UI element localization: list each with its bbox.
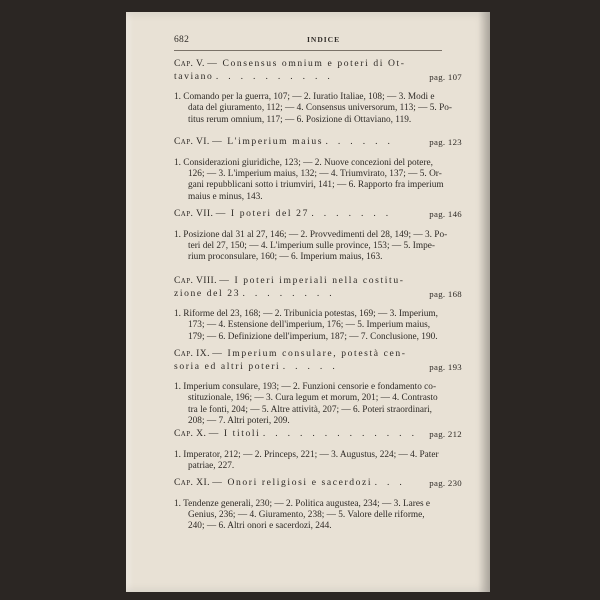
chapter-title: — I poteri del 27: [215, 208, 309, 219]
section-list: [174, 92, 462, 126]
header-title: INDICE: [307, 35, 341, 44]
section-line: data del giuramento, 112; — 4. Consensus universorum, 113; — 5. Po-: [188, 103, 452, 114]
section-line: 179; — 6. Definizione dell'imperium, 187; — 7. Conclusione, 190.: [188, 331, 438, 342]
section-line: 1. Tendenze generali, 230; — 2. Politica augustea, 234; — 3. Lares e: [174, 498, 431, 509]
page-number: 682: [174, 35, 190, 45]
chapter-page: pag. 212: [429, 429, 462, 439]
chapter-page: pag. 123: [429, 137, 462, 147]
section-list: [174, 309, 462, 343]
section-line: patriae, 227.: [188, 460, 235, 471]
chapter-number: Cap. IX.: [174, 348, 210, 359]
chapter-page: pag. 107: [429, 72, 462, 82]
leader-dots: . . . . . . . . . .: [215, 70, 334, 82]
chapter-title-cont: taviano: [174, 70, 214, 82]
chapter-number: Cap. X.: [174, 428, 207, 439]
section-line: 1. Imperium consulare, 193; — 2. Funzioni censorie e fondamento co-: [174, 382, 437, 392]
book-page: [126, 12, 490, 592]
section-line: 1. Posizione dal 31 al 27, 146; — 2. Provvedimenti del 28, 149; — 3. Po-: [174, 229, 448, 240]
leader-dots: . . . . . . . .: [242, 287, 336, 299]
chapter-page: pag. 230: [429, 478, 462, 488]
section-line: rium proconsulare, 160; — 6. Imperium maius, 163.: [188, 252, 383, 263]
chapter-entry: [174, 136, 462, 203]
header-rule: [174, 50, 442, 51]
section-line: 173; — 4. Estensione dell'imperium, 176; — 5. Imperium maius,: [188, 320, 431, 331]
section-line: stituzionale, 196; — 3. Cura legum et morum, 201; — 4. Contrasto: [188, 393, 438, 404]
section-line: titus rerum omnium, 117; — 6. Posizione di Ottaviano, 119.: [188, 114, 412, 125]
chapter-number: Cap. VII.: [174, 208, 214, 219]
chapter-entry: [174, 477, 462, 533]
chapter-entry: [174, 275, 462, 343]
running-header: [174, 35, 440, 49]
leader-dots: . . . . .: [282, 360, 339, 372]
chapter-title: — I poteri imperiali nella costitu-: [219, 275, 405, 286]
section-line: 240; — 6. Altri onori e sacerdozi, 244.: [188, 521, 332, 532]
section-line: teri del 27, 150; — 4. L'imperium sulle province, 153; — 5. Impe-: [188, 240, 435, 251]
chapter-number: Cap. VI.: [174, 136, 210, 147]
chapter-number: Cap. V.: [174, 58, 205, 69]
section-line: 1. Riforme del 23, 168; — 2. Tribunicia potestas, 169; — 3. Imperium,: [174, 309, 438, 319]
leader-dots: . . . . . . .: [311, 208, 392, 219]
chapter-entry: [174, 428, 462, 472]
section-line: tra le fonti, 204; — 5. Altre attività, 207; — 6. Poteri straordinari,: [188, 404, 432, 415]
chapter-number: Cap. VIII.: [174, 275, 217, 286]
section-line: gani repubblicani sotto i triumviri, 141; — 6. Rapporto fra imperium: [188, 180, 444, 191]
chapter-title-cont: zione del 23: [174, 287, 241, 299]
section-line: Genius, 236; — 4. Giuramento, 238; — 5. Valore delle riforme,: [188, 509, 425, 520]
chapter-title: — Onori religiosi e sacerdozi: [212, 477, 373, 488]
leader-dots: . . . . . . . . . . . . .: [262, 428, 418, 439]
chapter-title-cont: soria ed altri poteri: [174, 360, 281, 372]
section-line: 1. Comando per la guerra, 107; — 2. Iuratio Italiae, 108; — 3. Modi e: [174, 92, 435, 102]
chapter-page: pag. 168: [429, 289, 462, 299]
chapter-entry: [174, 208, 462, 264]
section-line: 208; — 7. Altri poteri, 209.: [188, 416, 290, 427]
section-list: [174, 158, 462, 204]
leader-dots: . . .: [374, 477, 406, 488]
chapter-page: pag. 193: [429, 362, 462, 372]
chapter-title: — Consensus omnium e poteri di Ot-: [207, 58, 406, 69]
section-line: 126; — 3. L'imperium maius, 132; — 4. Triumvirato, 137; — 5. Or-: [188, 168, 442, 179]
chapter-title: — Imperium consulare, potestà cen-: [212, 348, 407, 359]
section-line: 1. Considerazioni giuridiche, 123; — 2. Nuove concezioni del potere,: [174, 157, 433, 168]
section-list: [174, 450, 462, 473]
section-list: [174, 499, 462, 533]
chapter-number: Cap. XI.: [174, 477, 210, 488]
chapter-title: — I titoli: [208, 428, 261, 439]
section-line: maius e minus, 143.: [188, 191, 263, 202]
section-list: [174, 230, 462, 264]
chapter-page: pag. 146: [429, 209, 462, 219]
chapter-entry: [174, 58, 462, 126]
section-list: [174, 382, 462, 428]
leader-dots: . . . . . .: [325, 136, 394, 147]
chapter-title: — L'imperium maius: [212, 136, 324, 147]
section-line: 1. Imperator, 212; — 2. Princeps, 221; — 3. Augustus, 224; — 4. Pater: [174, 449, 439, 460]
chapter-entry: [174, 348, 462, 428]
